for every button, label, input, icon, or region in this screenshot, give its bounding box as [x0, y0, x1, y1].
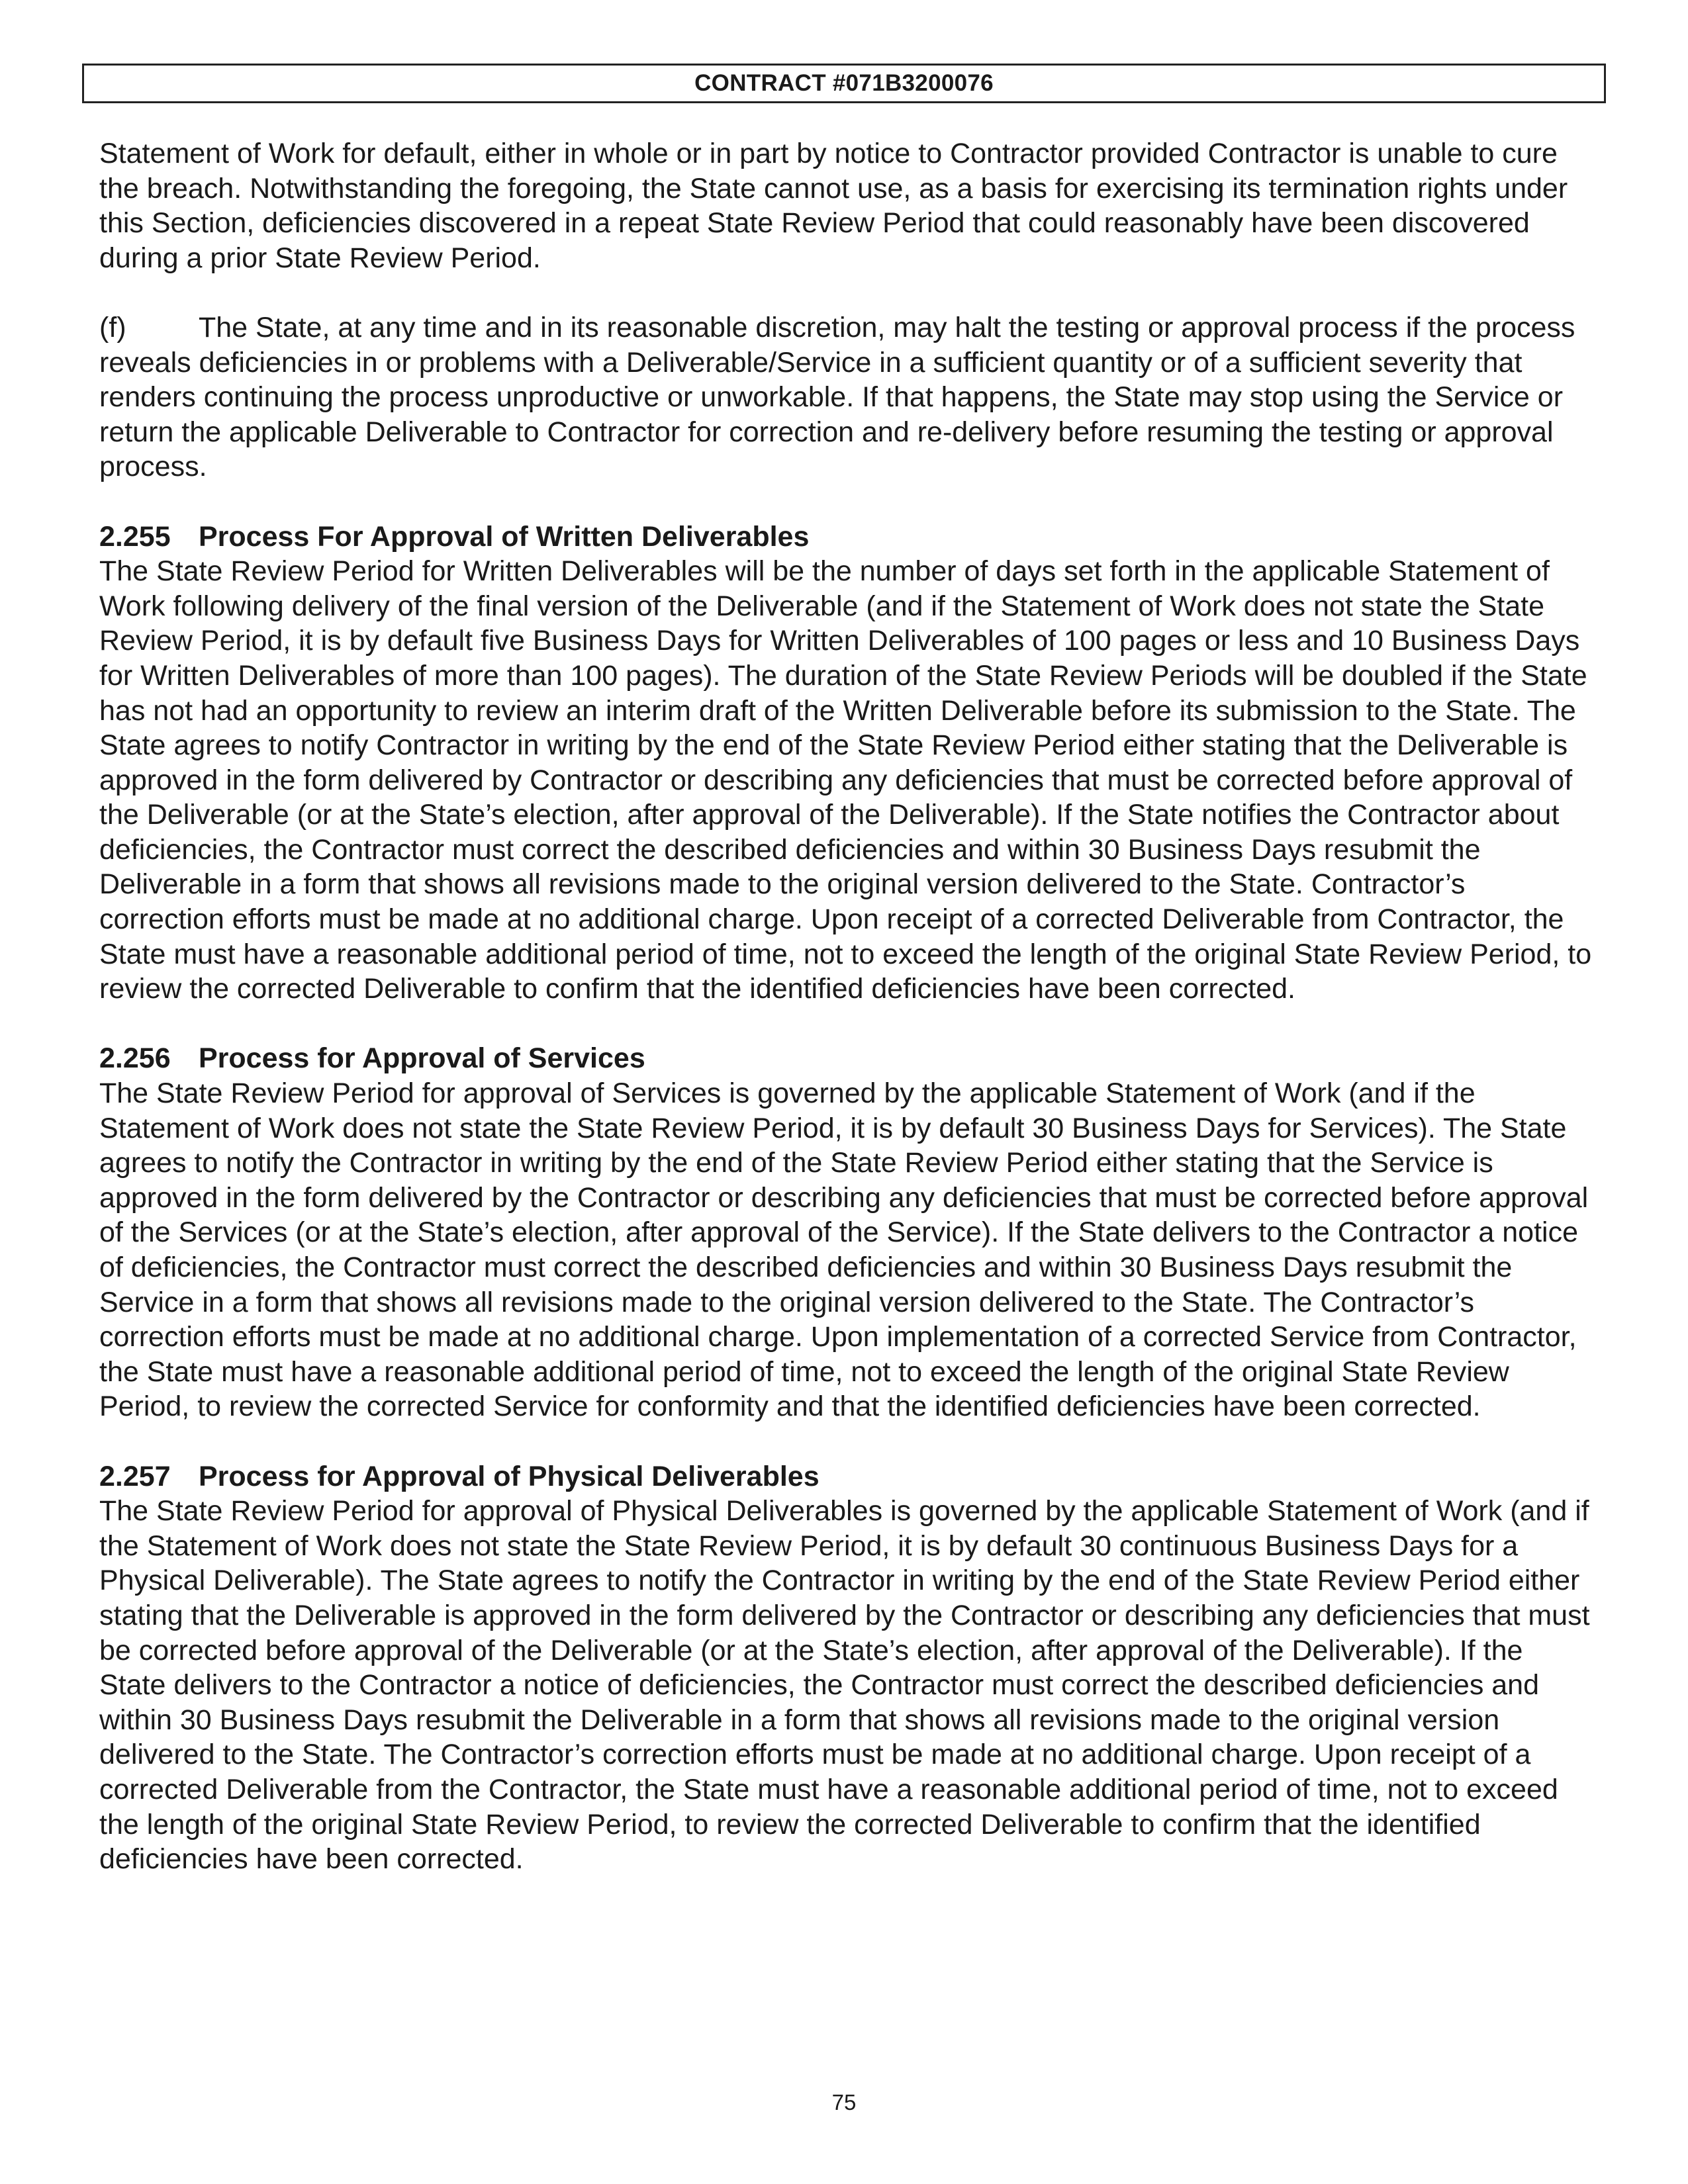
- contract-header: [82, 64, 1606, 103]
- section-heading-2-256: [99, 1041, 1595, 1076]
- section-text-2-257: The State Review Period for approval of Physical Deliverables is governed by the applicable Statement of Work (and if the Statement of Work does not state the State Review Period, it is by default 30 continuous Business Days for a Physical Deliverable). The State agrees to notify the Contractor in writing by the end of the State Review Period either stating that the Deliverable is approved in the form delivered by the Contractor or describing any deficiencies that must be corrected before approval of the Deliverable (or at the State’s election, after approval of the Deliverable). If the State delivers to the Contractor a notice of deficiencies, the Contractor must correct the described deficiencies and within 30 Business Days resubmit the Deliverable in a form that shows all revisions made to the original version delivered to the State. The Contractor’s correction efforts must be made at no additional charge. Upon receipt of a corrected Deliverable from the Contractor, the State must have a reasonable additional period of time, not to exceed the length of the original State Review Period, to review the corrected Deliverable to confirm that the identified deficiencies have been corrected.: [99, 1495, 1590, 1876]
- section-heading-2-255: [99, 520, 1595, 555]
- paragraph-f-text: The State, at any time and in its reasonable discretion, may halt the testing or approval process if the process reveals deficiencies in or problems with a Deliverable/Service in a sufficient quantity or of a sufficient severity that renders continuing the process unproductive or unworkable. If that happens, the State may stop using the Service or return the applicable Deliverable to Contractor for correction and re-delivery before resuming the testing or approval process.: [99, 311, 1575, 483]
- section-text-2-255: The State Review Period for Written Deliverables will be the number of days set forth in the applicable Statement of Work following delivery of the final version of the Deliverable (and if the Statement of Work does not state the State Review Period, it is by default five Business Days for Written Deliverables of 100 pages or less and 10 Business Days for Written Deliverables of more than 100 pages). The duration of the State Review Periods will be doubled if the State has not had an opportunity to review an interim draft of the Written Deliverable before its submission to the State. The State agrees to notify Contractor in writing by the end of the State Review Period either stating that the Deliverable is approved in the form delivered by Contractor or describing any deficiencies that must be corrected before approval of the Deliverable (or at the State’s election, after approval of the Deliverable). If the State notifies the Contractor about deficiencies, the Contractor must correct the described deficiencies and within 30 Business Days resubmit the Deliverable in a form that shows all revisions made to the original version delivered to the State. Contractor’s correction efforts must be made at no additional charge. Upon receipt of a corrected Deliverable from Contractor, the State must have a reasonable additional period of time, not to exceed the length of the original State Review Period, to review the corrected Deliverable to confirm that the identified deficiencies have been corrected.: [99, 555, 1592, 1005]
- section-number: 2.257: [99, 1460, 171, 1492]
- document-body: [99, 136, 1595, 1877]
- section-title: Process for Approval of Services: [199, 1042, 645, 1075]
- paragraph-f-marker: (f): [99, 311, 126, 343]
- section-heading-2-257: [99, 1459, 1595, 1494]
- intro-paragraph: Statement of Work for default, either in whole or in part by notice to Contractor provided Contractor is unable to cure the breach. Notwithstanding the foregoing, the State cannot use, as a basis for exercising its termination rights under this Section, deficiencies discovered in a repeat State Review Period that could reasonably have been discovered during a prior State Review Period.: [99, 138, 1568, 274]
- paragraph-f: [99, 310, 1595, 484]
- section-number: 2.255: [99, 520, 171, 553]
- contract-title: CONTRACT #071B3200076: [694, 70, 994, 96]
- page-number: 75: [831, 2090, 857, 2115]
- section-title: Process for Approval of Physical Deliverables: [199, 1460, 820, 1492]
- section-text-2-256: The State Review Period for approval of Services is governed by the applicable Statement of Work (and if the Statement of Work does not state the State Review Period, it is by default 30 Business Days for Services). The State agrees to notify the Contractor in writing by the end of the State Review Period either stating that the Service is approved in the form delivered by the Contractor or describing any deficiencies that must be corrected before approval of the Services (or at the State’s election, after approval of the Service). If the State delivers to the Contractor a notice of deficiencies, the Contractor must correct the described deficiencies and within 30 Business Days resubmit the Service in a form that shows all revisions made to the original version delivered to the State. The Contractor’s correction efforts must be made at no additional charge. Upon implementation of a corrected Service from Contractor, the State must have a reasonable additional period of time, not to exceed the length of the original State Review Period, to review the corrected Service for conformity and that the identified deficiencies have been corrected.: [99, 1077, 1589, 1423]
- section-number: 2.256: [99, 1042, 171, 1075]
- section-title: Process For Approval of Written Deliverables: [199, 520, 810, 553]
